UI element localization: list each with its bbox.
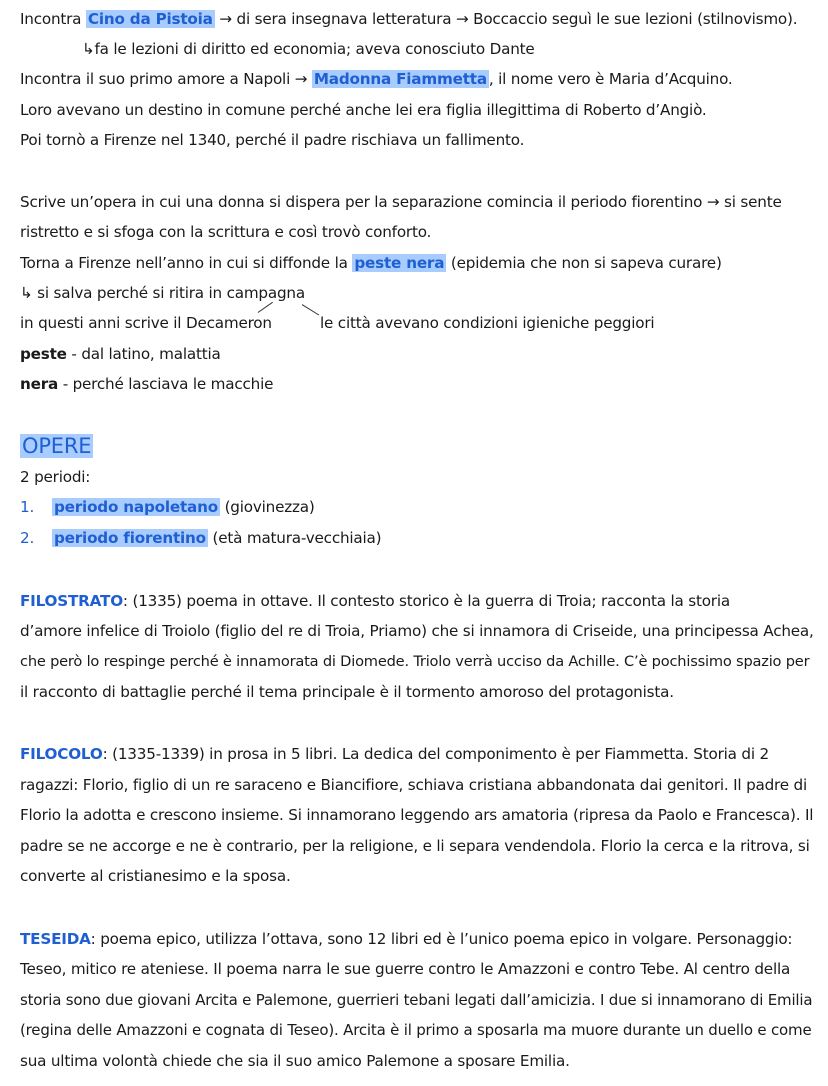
intro-line-4: Loro avevano un destino in comune perché anche lei era figlia illegittima di Roberto d’Angiò. [20, 101, 707, 119]
term-def: - dal latino, malattia [66, 345, 221, 363]
highlight-peste-nera: peste nera [354, 254, 445, 272]
filostrato-line-2: d’amore infelice di Troiolo (figlio del re di Troia, Priamo) che si innamora di Criseide, una principessa Achea, [20, 622, 814, 640]
term-peste: peste [20, 345, 67, 363]
filocolo-title: FILOCOLO [20, 745, 103, 763]
highlight-fiammetta: Madonna Fiammetta [313, 70, 487, 88]
opere-item-2 [20, 527, 381, 549]
intro-line-2: ↳fa le lezioni di diritto ed economia; aveva conosciuto Dante [82, 40, 535, 58]
period-line-5a: in questi anni scrive il Decameron [20, 314, 272, 332]
teseida-line-5: sua ultima volontà chiede che sia il suo amico Palemone a sposare Emilia. [20, 1052, 570, 1070]
opere-intro: 2 periodi: [20, 468, 91, 486]
teseida-line-2: Teseo, mitico re ateniese. Il poema narra le sue guerre contro le Amazzoni e contro Tebe. Al centro della [20, 960, 791, 978]
period-line-1: Scrive un’opera in cui una donna si dispera per la separazione comincia il periodo fiorentino → si sente [20, 193, 782, 211]
filocolo-line-3: Florio la adotta e crescono insieme. Si innamorano leggendo ars amatoria (ripresa da Paolo e Francesca). Il [20, 806, 814, 824]
filocolo-line-5: converte al cristianesimo e la sposa. [20, 867, 291, 885]
period-line-2: ristretto e si sfoga con la scrittura e così trovò conforto. [20, 223, 432, 241]
list-note: (età matura-vecchiaia) [207, 529, 382, 547]
teseida-title: TESEIDA [20, 930, 91, 948]
heading-opere: OPERE [22, 434, 92, 458]
teseida-line-1 [20, 928, 792, 950]
highlight-periodo-napoletano: periodo napoletano [54, 498, 218, 516]
intro-text: → di sera insegnava letteratura → Boccaccio seguì le sue lezioni (stilnovismo). [214, 10, 798, 28]
filocolo-text: : (1335-1339) in prosa in 5 libri. La dedica del componimento è per Fiammetta. Storia di 2 [102, 745, 769, 763]
filostrato-line-1 [20, 590, 730, 612]
period-line-4: ↳ si salva perché si ritira in campagna [20, 284, 305, 302]
teseida-line-4: (regina delle Amazzoni e cognata di Teseo). Arcita è il primo a sposarla ma muore durante un duello e come [20, 1021, 812, 1039]
period-text: Torna a Firenze nell’anno in cui si diffonde la [20, 254, 353, 272]
filocolo-line-2: ragazzi: Florio, figlio di un re saraceno e Biancifiore, schiava cristiana abbandonata dai genitori. Il padre di [20, 776, 807, 794]
filocolo-line-4: padre se ne accorge e ne è contrario, per la religione, e li separa vendendola. Florio la cerca e la ritrova, si [20, 837, 810, 855]
opere-item-1 [20, 496, 315, 518]
intro-text: , il nome vero è Maria d’Acquino. [488, 70, 733, 88]
intro-line-1 [20, 8, 797, 30]
period-text: (epidemia che non si sapeva curare) [446, 254, 722, 272]
list-number: 1. [20, 498, 35, 516]
list-note: (giovinezza) [219, 498, 315, 516]
highlight-periodo-fiorentino: periodo fiorentino [54, 529, 206, 547]
period-line-5b: le città avevano condizioni igieniche peggiori [320, 314, 655, 332]
intro-line-3 [20, 68, 733, 90]
intro-text: Incontra [20, 10, 86, 28]
filostrato-line-4: il racconto di battaglie perché il tema principale è il tormento amoroso del protagonista. [20, 683, 674, 701]
branch-right-stroke [302, 304, 320, 316]
period-line-7 [20, 373, 273, 395]
list-number: 2. [20, 529, 35, 547]
intro-line-5: Poi tornò a Firenze nel 1340, perché il padre rischiava un fallimento. [20, 131, 525, 149]
period-line-3 [20, 252, 722, 274]
term-def: - perché lasciava le macchie [58, 375, 274, 393]
teseida-text: : poema epico, utilizza l’ottava, sono 12 libri ed è l’unico poema epico in volgare. Personaggio: [90, 930, 793, 948]
filostrato-title: FILOSTRATO [20, 592, 123, 610]
teseida-line-3: storia sono due giovani Arcita e Palemone, guerrieri tebani legati dall’amicizia. I due si innamorano di Emilia [20, 991, 813, 1009]
period-line-6 [20, 343, 221, 365]
term-nera: nera [20, 375, 59, 393]
highlight-cino: Cino da Pistoia [87, 10, 213, 28]
filocolo-line-1 [20, 743, 769, 765]
filostrato-text: : (1335) poema in ottave. Il contesto storico è la guerra di Troia; racconta la storia [122, 592, 730, 610]
filostrato-line-3: che però lo respinge perché è innamorata di Diomede. Triolo verrà ucciso da Achille. C’è pochissimo spazio per [20, 653, 810, 670]
intro-text: Incontra il suo primo amore a Napoli → [20, 70, 312, 88]
opere-heading [20, 432, 93, 460]
